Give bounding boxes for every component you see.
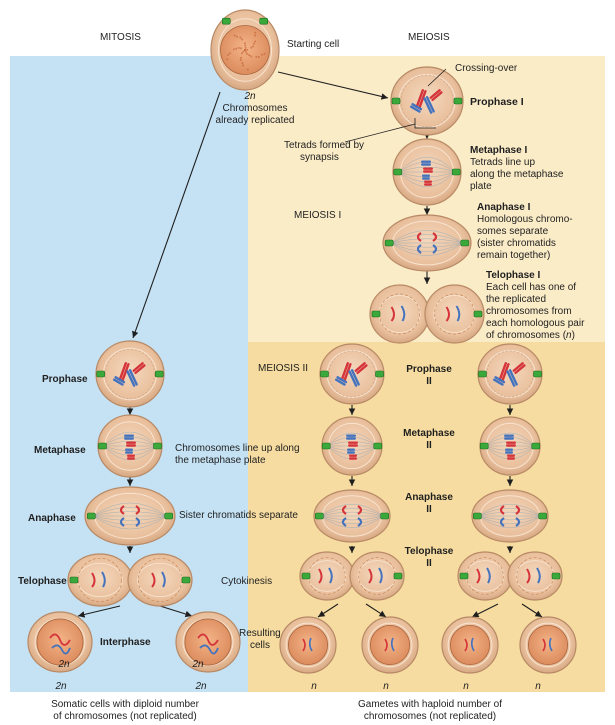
meiosis-anaphase-2-cell-right (472, 490, 548, 542)
gametes-caption-1: Gametes with haploid number of (358, 699, 502, 710)
mitosis-header: MITOSIS (100, 32, 141, 43)
tetrads-line1: Tetrads formed by (284, 140, 365, 151)
crossing-over-label: Crossing-over (455, 63, 518, 74)
mitosis-prophase-title: Prophase (42, 374, 88, 385)
telophase-1-desc-3: chromosomes from (486, 306, 572, 317)
meiosis-metaphase-2-cell-right (480, 417, 540, 475)
starting-cell-ploidy: 2n (244, 91, 256, 102)
meiosis-anaphase-1-cell (383, 215, 471, 271)
prophase-2-title-1: Prophase (406, 364, 452, 375)
meiosis-prophase-2-cell-left (320, 344, 384, 404)
anaphase-1-title: Anaphase I (477, 202, 531, 213)
metaphase-1-desc-1: Tetrads line up (470, 157, 536, 168)
mitosis-metaphase-desc-2: the metaphase plate (175, 455, 266, 466)
meiosis-anaphase-2-cell-left (314, 490, 390, 542)
metaphase-2-title-2: II (426, 440, 432, 451)
resulting-cells-label-1: Resulting (239, 628, 281, 639)
mitosis-metaphase-cell (98, 415, 162, 477)
mitosis-ploidy-left: 2n (55, 681, 67, 692)
gamete-cell-2 (362, 617, 418, 673)
metaphase-1-title: Metaphase I (470, 145, 528, 156)
meiosis-header: MEIOSIS (408, 32, 450, 43)
mitosis-anaphase-cell (85, 487, 175, 545)
metaphase-1-desc-3: plate (470, 181, 492, 192)
tetrads-line2: synapsis (300, 152, 339, 163)
gametes-caption-2: chromosomes (not replicated) (363, 711, 497, 722)
cytokinesis-label: Cytokinesis (221, 576, 273, 587)
starting-cell (211, 10, 279, 90)
anaphase-1-desc-4: remain together) (477, 250, 551, 261)
meiosis-metaphase-2-cell-left (322, 417, 382, 475)
metaphase-2-title-1: Metaphase (403, 428, 455, 439)
mitosis-ploidy-right: 2n (195, 681, 207, 692)
mitosis-prophase-cell (96, 341, 164, 407)
gamete-ploidy-3: n (463, 681, 469, 692)
meiosis-1-section-label: MEIOSIS I (294, 210, 342, 221)
gamete-ploidy-2: n (383, 681, 389, 692)
chromosomes-note-line2: already replicated (215, 115, 295, 126)
mitosis-anaphase-desc: Sister chromatids separate (179, 510, 298, 521)
interphase-ploidy-right: 2n (192, 659, 204, 670)
telophase-2-title-2: II (426, 558, 432, 569)
interphase-ploidy-left: 2n (58, 659, 70, 670)
mitosis-telophase-title: Telophase (18, 576, 67, 587)
resulting-cells-label-2: cells (250, 640, 271, 651)
telophase-1-desc-4: each homologous pair (486, 318, 585, 329)
gamete-cell-3 (442, 617, 498, 673)
meiosis-prophase-2-cell-right (478, 344, 542, 404)
gamete-ploidy-1: n (311, 681, 317, 692)
gamete-ploidy-4: n (535, 681, 541, 692)
meiosis-2-section-label: MEIOSIS II (258, 363, 309, 374)
starting-cell-label: Starting cell (287, 39, 340, 50)
mitosis-metaphase-title: Metaphase (34, 445, 86, 456)
telophase-1-desc-1: Each cell has one of (486, 282, 577, 293)
somatic-caption-2: of chromosomes (not replicated) (53, 711, 197, 722)
anaphase-2-title-1: Anaphase (405, 492, 453, 503)
gamete-cell-4 (520, 617, 576, 673)
mitosis-anaphase-title: Anaphase (28, 513, 76, 524)
anaphase-1-desc-3: (sister chromatids (477, 238, 556, 249)
telophase-1-desc-2: the replicated (486, 294, 547, 305)
prophase-1-title: Prophase I (470, 96, 524, 108)
metaphase-1-desc-2: along the metaphase (470, 169, 564, 180)
somatic-caption-1: Somatic cells with diploid number (51, 699, 199, 710)
mitosis-metaphase-desc-1: Chromosomes line up along (175, 443, 300, 454)
anaphase-1-desc-1: Homologous chromo- (477, 214, 573, 225)
anaphase-2-title-2: II (426, 504, 432, 515)
chromosomes-note-line1: Chromosomes (222, 103, 288, 114)
telophase-2-title-1: Telophase (404, 546, 454, 557)
mitosis-interphase-title: Interphase (100, 637, 151, 648)
prophase-2-title-2: II (426, 376, 432, 387)
telophase-1-title: Telophase I (486, 270, 541, 281)
meiosis-metaphase-1-cell (393, 139, 461, 205)
anaphase-1-desc-2: somes separate (477, 226, 549, 237)
gamete-cell-1 (280, 617, 336, 673)
telophase-1-desc-5: of chromosomes (n) (486, 330, 575, 341)
meiosis-prophase-1-cell (391, 67, 463, 135)
